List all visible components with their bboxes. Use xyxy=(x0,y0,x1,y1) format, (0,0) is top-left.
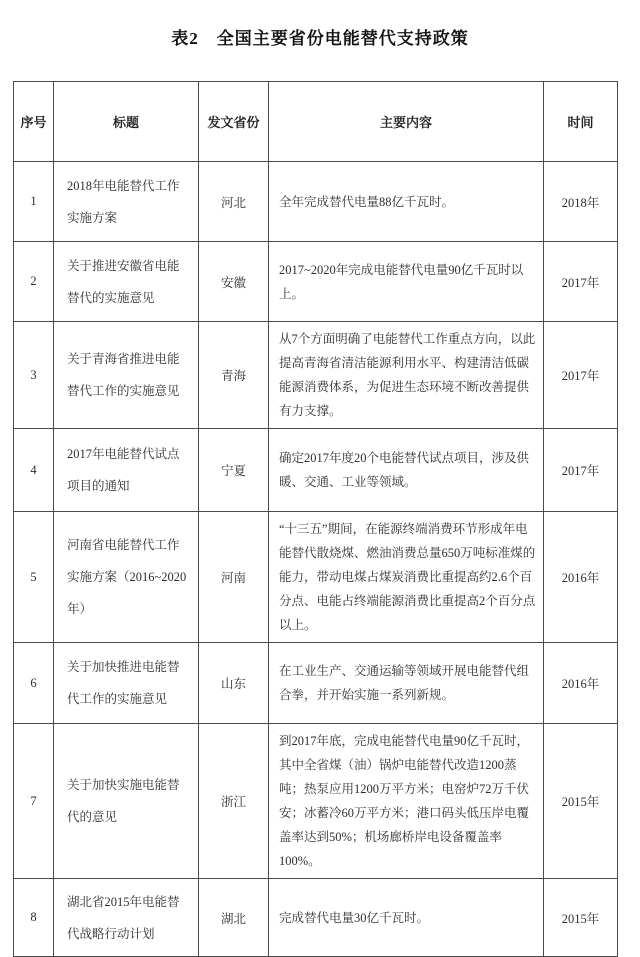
cell-province: 安徽 xyxy=(199,242,269,322)
policy-table xyxy=(13,81,618,957)
col-header-index: 序号 xyxy=(14,82,54,162)
cell-index: 6 xyxy=(14,643,54,724)
cell-title: 2018年电能替代工作实施方案 xyxy=(54,162,199,242)
cell-title: 2017年电能替代试点项目的通知 xyxy=(54,429,199,512)
cell-province: 山东 xyxy=(199,643,269,724)
cell-content: 确定2017年度20个电能替代试点项目，涉及供暖、交通、工业等领域。 xyxy=(269,429,544,512)
cell-content: “十三五”期间，在能源终端消费环节形成年电能替代散烧煤、燃油消费总量650万吨标准煤的能力，带动电煤占煤炭消费比重提高约2.6个百分点、电能占终端能源消费比重提高2个百分点以上。 xyxy=(269,512,544,643)
col-header-title: 标题 xyxy=(54,82,199,162)
cell-province: 青海 xyxy=(199,322,269,429)
cell-index: 7 xyxy=(14,724,54,879)
cell-time: 2017年 xyxy=(544,429,618,512)
cell-content: 2017~2020年完成电能替代电量90亿千瓦时以上。 xyxy=(269,242,544,322)
table-row xyxy=(14,879,618,957)
cell-time: 2017年 xyxy=(544,322,618,429)
cell-time: 2016年 xyxy=(544,643,618,724)
cell-index: 2 xyxy=(14,242,54,322)
table-row xyxy=(14,724,618,879)
cell-index: 8 xyxy=(14,879,54,957)
cell-province: 湖北 xyxy=(199,879,269,957)
table-row xyxy=(14,643,618,724)
table-row xyxy=(14,429,618,512)
cell-index: 3 xyxy=(14,322,54,429)
table-row xyxy=(14,322,618,429)
cell-time: 2015年 xyxy=(544,724,618,879)
cell-province: 河南 xyxy=(199,512,269,643)
col-header-content: 主要内容 xyxy=(269,82,544,162)
cell-index: 5 xyxy=(14,512,54,643)
table-caption: 表2 全国主要省份电能替代支持政策 xyxy=(171,29,469,48)
cell-title: 关于推进安徽省电能替代的实施意见 xyxy=(54,242,199,322)
header-row xyxy=(14,82,618,162)
cell-index: 1 xyxy=(14,162,54,242)
cell-title: 湖北省2015年电能替代战略行动计划 xyxy=(54,879,199,957)
cell-title: 关于青海省推进电能替代工作的实施意见 xyxy=(54,322,199,429)
col-header-time: 时间 xyxy=(544,82,618,162)
cell-title: 关于加快实施电能替代的意见 xyxy=(54,724,199,879)
cell-time: 2018年 xyxy=(544,162,618,242)
cell-province: 浙江 xyxy=(199,724,269,879)
table-row xyxy=(14,162,618,242)
cell-content: 在工业生产、交通运输等领域开展电能替代组合拳，并开始实施一系列新规。 xyxy=(269,643,544,724)
table-row xyxy=(14,512,618,643)
cell-province: 宁夏 xyxy=(199,429,269,512)
cell-title: 关于加快推进电能替代工作的实施意见 xyxy=(54,643,199,724)
cell-time: 2017年 xyxy=(544,242,618,322)
cell-province: 河北 xyxy=(199,162,269,242)
cell-content: 到2017年底，完成电能替代电量90亿千瓦时，其中全省煤（油）锅炉电能替代改造1200蒸吨；热泵应用1200万平方米；电窑炉72万千伏安；冰蓄冷60万平方米；港口码头低压岸电覆盖率达到50%；机场廊桥岸电设备覆盖率100%。 xyxy=(269,724,544,879)
cell-content: 完成替代电量30亿千瓦时。 xyxy=(269,879,544,957)
cell-content: 从7个方面明确了电能替代工作重点方向，以此提高青海省清洁能源利用水平、构建清洁低碳能源消费体系，为促进生态环境不断改善提供有力支撑。 xyxy=(269,322,544,429)
table-row xyxy=(14,242,618,322)
cell-time: 2015年 xyxy=(544,879,618,957)
cell-index: 4 xyxy=(14,429,54,512)
cell-content: 全年完成替代电量88亿千瓦时。 xyxy=(269,162,544,242)
col-header-province: 发文省份 xyxy=(199,82,269,162)
cell-time: 2016年 xyxy=(544,512,618,643)
cell-title: 河南省电能替代工作实施方案（2016~2020年） xyxy=(54,512,199,643)
